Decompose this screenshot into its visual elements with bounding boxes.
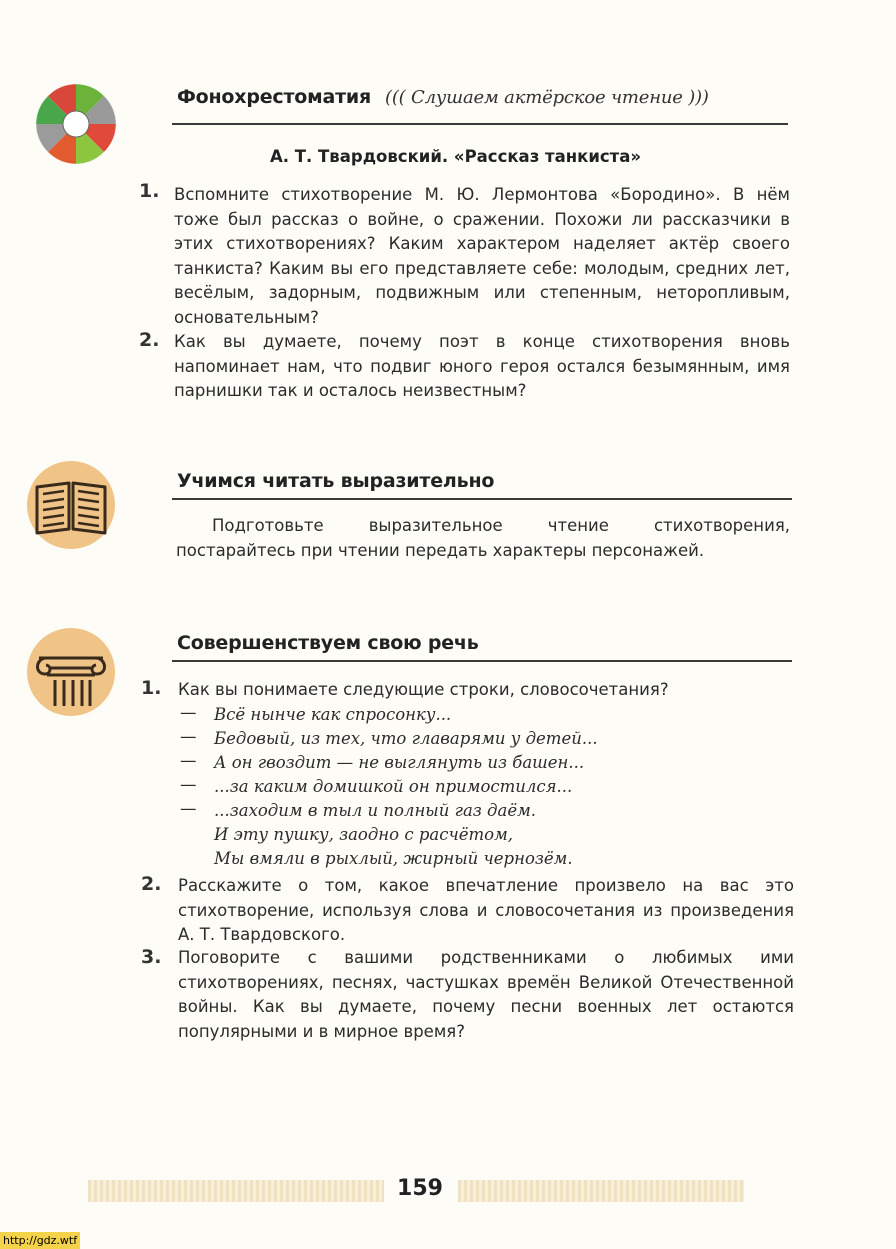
question-text: Расскажите о том, какое впечатление произвело на вас это стихотворение, используя слова и словосочетания из произведения А. Т. Твардовского. — [178, 876, 794, 944]
section-divider — [172, 498, 792, 500]
open-book-icon — [27, 461, 115, 549]
section-divider — [172, 123, 788, 125]
quote-line: Мы вмяли в рыхлый, жирный чернозём. — [214, 849, 573, 868]
audio-disc-icon — [34, 82, 118, 166]
task-text: Подготовьте выразительное чтение стихотворения, постарайтесь при чтении передать характеры персонажей. — [176, 516, 790, 560]
section-divider — [172, 660, 792, 662]
question-number: 1. — [139, 180, 160, 202]
question-text: Поговорите с вашими родственниками о любимых ими стихотворениях, песнях, частушках времён Великой Отечественной войны. Как вы думаете, почему песни военных лет остаются популярными и в мирное время? — [178, 948, 794, 1041]
footer-decoration-right — [458, 1180, 744, 1202]
quote-line: И эту пушку, заодно с расчётом, — [214, 825, 514, 844]
quote-dash: — — [180, 703, 197, 722]
question-text: Как вы понимаете следующие строки, словосочетания? — [178, 680, 669, 699]
quote-line: ...за каким домишкой он примостился... — [214, 777, 573, 796]
question-text: Как вы думаете, почему поэт в конце стихотворения вновь напоминает нам, что подвиг юного героя остался безымянным, имя парнишки так и осталось неизвестным? — [174, 332, 790, 400]
quote-dash: — — [180, 775, 197, 794]
quote-dash: — — [180, 727, 197, 746]
page-number: 159 — [397, 1176, 443, 1201]
work-title: А. Т. Твардовский. «Рассказ танкиста» — [270, 147, 642, 166]
section-title-phonochrestomathy: Фонохрестоматия ((( Слушаем актёрское чтение ))) — [177, 86, 709, 108]
quote-line: А он гвоздит — не выглянуть из башен... — [214, 753, 585, 772]
watermark-link[interactable]: http://gdz.wtf — [0, 1232, 80, 1249]
section-title-expressive-reading: Учимся читать выразительно — [177, 470, 495, 492]
quote-line: Всё нынче как спросонку... — [214, 705, 452, 724]
quote-line: ...заходим в тыл и полный газ даём. — [214, 801, 537, 820]
section-title-improve-speech: Совершенствуем свою речь — [177, 632, 479, 654]
quote-dash: — — [180, 799, 197, 818]
question-number: 2. — [141, 873, 162, 895]
quote-line: Бедовый, из тех, что главарями у детей... — [214, 729, 598, 748]
footer-decoration-left — [88, 1180, 384, 1202]
quote-dash: — — [180, 751, 197, 770]
column-capital-icon — [27, 628, 115, 716]
question-number: 3. — [141, 946, 162, 968]
question-text: Вспомните стихотворение М. Ю. Лермонтова «Бородино». В нём тоже был рассказ о войне, о сражении. Похожи ли рассказчики в этих стихотворениях? Каким характером наделяет актёр своего танкиста? Каким вы его представляете себе: молодым, средних лет, весёлым, задорным, подвижным или степенным, неторопливым, основательным? — [174, 185, 790, 327]
question-number: 1. — [141, 677, 162, 699]
listen-subtitle: ((( Слушаем актёрское чтение ))) — [385, 87, 709, 108]
question-number: 2. — [139, 329, 160, 351]
